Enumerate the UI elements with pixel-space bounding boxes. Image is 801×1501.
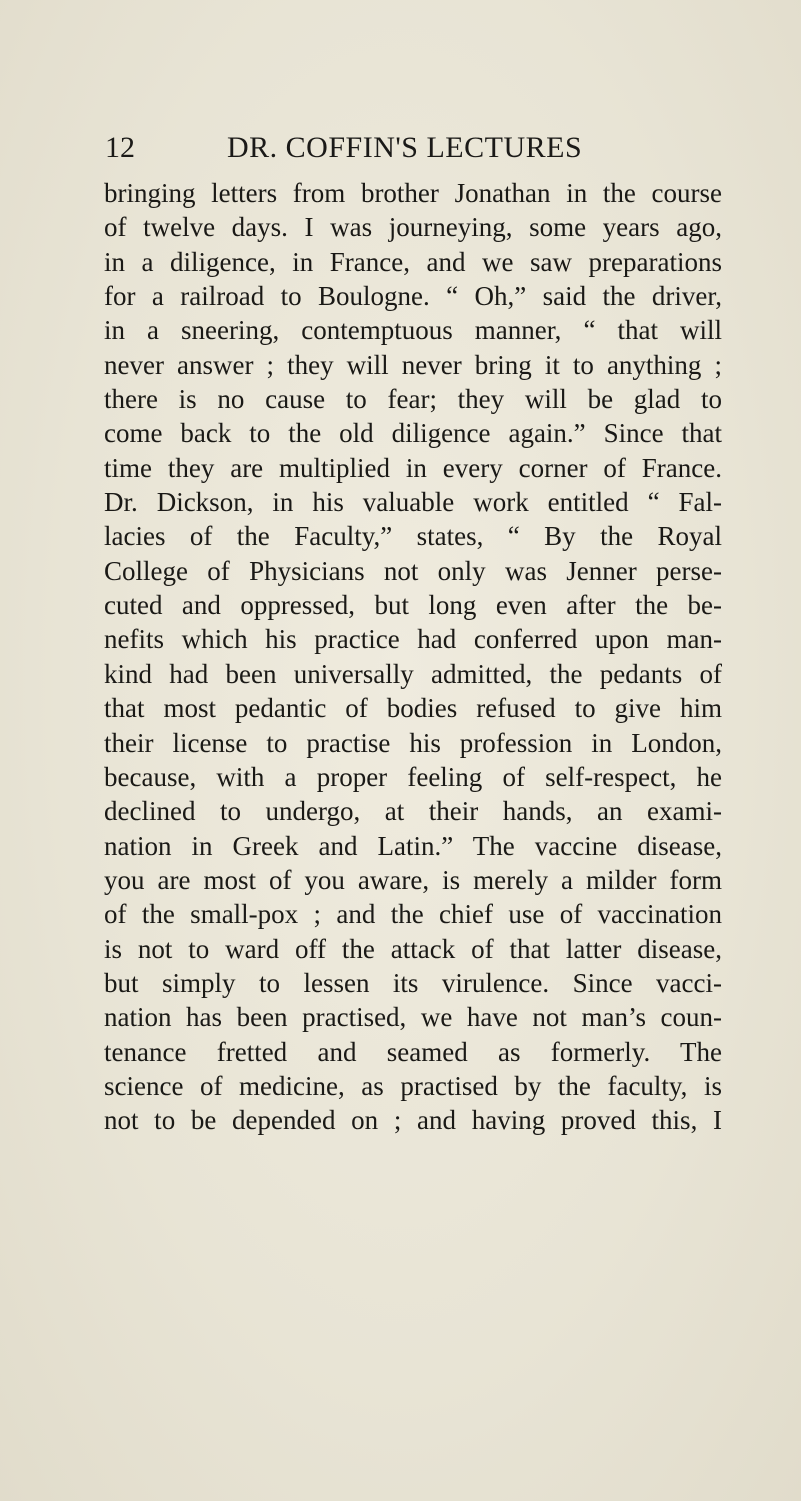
text-line: that most pedantic of bodies refused to give him: [104, 693, 722, 724]
text-line: for a railroad to Boulogne. “ Oh,” said the driver,: [104, 281, 722, 312]
text-line: come back to the old diligence again.” Since that: [104, 418, 722, 449]
text-line: nation has been practised, we have not man’s coun-: [104, 1002, 722, 1033]
text-line: their license to practise his profession in London,: [104, 727, 722, 758]
text-line: of the small-pox ; and the chief use of vaccination: [104, 899, 722, 930]
text-line: College of Physicians not only was Jenner perse-: [104, 555, 722, 586]
text-line: lacies of the Faculty,” states, “ By the Royal: [104, 521, 722, 552]
text-line: but simply to lessen its virulence. Since vacci-: [104, 967, 722, 998]
text-line: you are most of you aware, is merely a milder form: [104, 864, 722, 895]
page-header: [105, 130, 705, 170]
text-line: because, with a proper feeling of self-respect, he: [104, 761, 722, 792]
text-line: of twelve days. I was journeying, some years ago,: [104, 212, 722, 243]
text-line: tenance fretted and seamed as formerly. The: [104, 1036, 722, 1067]
text-line: in a sneering, contemptuous manner, “ that will: [104, 315, 722, 346]
text-line: is not to ward off the attack of that latter disease,: [104, 933, 722, 964]
text-line: science of medicine, as practised by the faculty, is: [104, 1070, 722, 1101]
page-number: 12: [105, 131, 135, 164]
text-line: declined to undergo, at their hands, an exami-: [104, 796, 722, 827]
text-line: bringing letters from brother Jonathan in the course: [104, 178, 722, 208]
text-line: Dr. Dickson, in his valuable work entitled “ Fal-: [104, 487, 722, 518]
text-line: nefits which his practice had conferred upon man-: [104, 624, 722, 655]
text-line: time they are multiplied in every corner of France.: [104, 452, 722, 483]
text-line: kind had been universally admitted, the pedants of: [104, 658, 722, 689]
running-head: DR. COFFIN'S LECTURES: [227, 131, 583, 164]
text-line: there is no cause to fear; they will be glad to: [104, 384, 722, 415]
body-text: [104, 176, 722, 1138]
text-line: cuted and oppressed, but long even after the be-: [104, 590, 722, 621]
text-line: in a diligence, in France, and we saw preparations: [104, 246, 722, 277]
text-line: nation in Greek and Latin.” The vaccine disease,: [104, 830, 722, 861]
text-line: not to be depended on ; and having proved this, I: [104, 1105, 722, 1136]
text-line: never answer ; they will never bring it to anything ;: [104, 349, 722, 380]
